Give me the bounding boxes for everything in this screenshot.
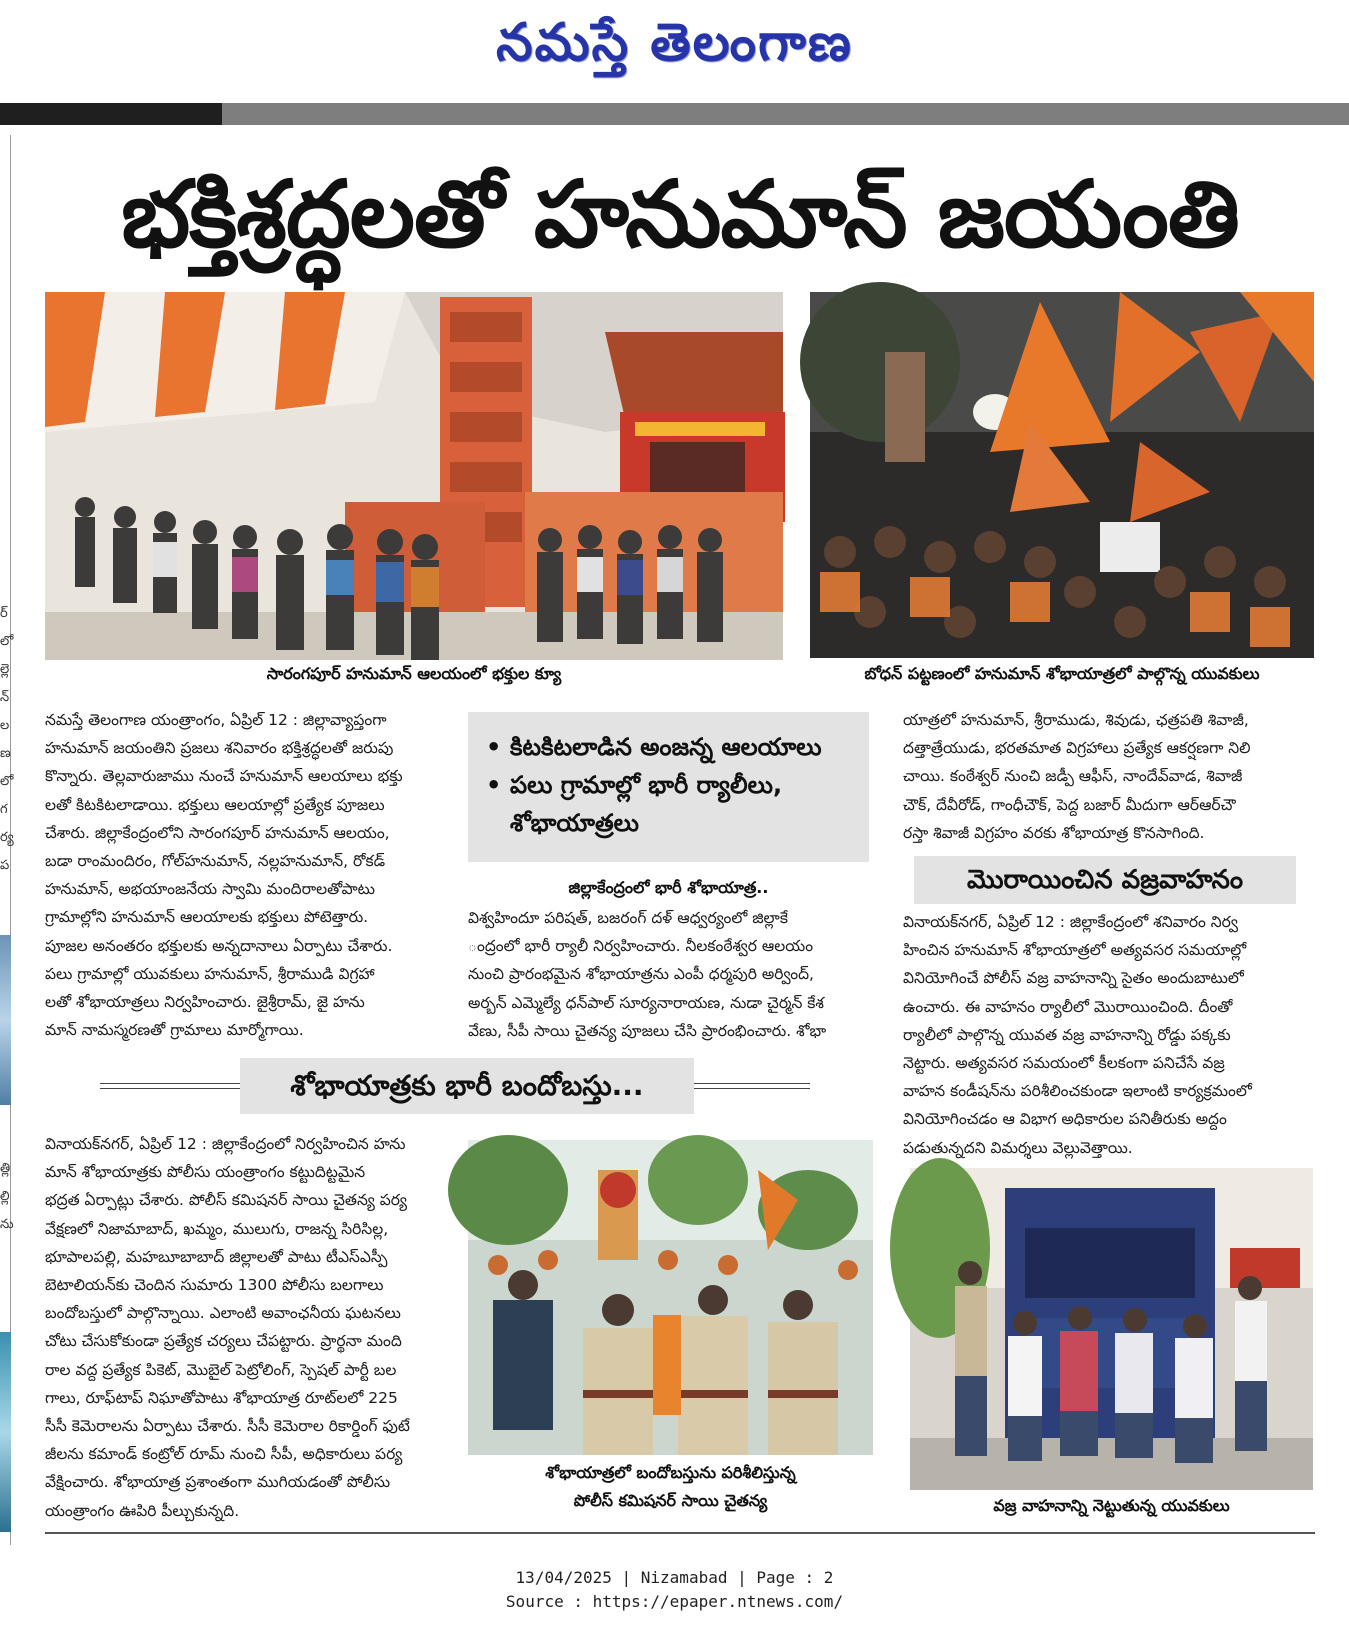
city-rally-text-line: వేణు, సీపీ సాయి చైతన్య పూజలు చేసి ప్రారంభించారు. శోభా: [468, 1021, 827, 1040]
city-rally-subhead: జిల్లాకేంద్రంలో భారీ శోభాయాత్ర..: [568, 878, 769, 897]
edge-text-fragment: ణ: [0, 746, 11, 761]
security-text-line: భూపాలపల్లి, మహబూబాబాద్ జిల్లాలతో పాటు టీఎస్‌ఎస్పీ: [45, 1247, 388, 1266]
city-rally-text: [468, 904, 878, 1045]
security-text-line: వినాయక్‌నగర్, ఏప్రిల్ 12 : జిల్లాకేంద్రంలో నిర్వహించిన హను: [45, 1135, 406, 1153]
masthead-rule-dark: [0, 103, 222, 125]
highlight-text: కిటకిటలాడిన అంజన్న ఆలయాలు: [510, 733, 822, 761]
security-article-text: [45, 1130, 455, 1525]
intro-text-line: బడా రాంమందిరం, గోల్‌హనుమాన్, నల్లహనుమాన్, రోకడ్: [45, 852, 386, 871]
rally-continuation-line: దత్తాత్రేయుడు, భరతమాత విగ్రహాలు ప్రత్యేక ఆకర్షణగా నిలి: [903, 739, 1251, 758]
city-rally-text-line: విశ్వహిందూ పరిషత్, బజరంగ్ దళ్ ఆధ్వర్యంలో జిల్లాకే: [468, 909, 788, 927]
police-commissioner-caption-line1: శోభాయాత్రలో బందోబస్తును పరిశీలిస్తున్న: [545, 1463, 796, 1482]
highlight-text: శోభాయాత్రలు: [510, 809, 639, 837]
left-edge-photo-2: [0, 1332, 11, 1532]
intro-text-line: పలు గ్రామాల్లో యువకులు హనుమాన్, శ్రీరాముడి విగ్రహా: [45, 964, 375, 983]
vajra-vehicle-text: [903, 908, 1313, 1162]
intro-text-line: గ్రామాల్లోని హనుమాన్ ఆలయాలకు భక్తులు పోటెత్తారు.: [45, 908, 369, 927]
rally-continuation-text: [903, 706, 1313, 847]
footer-source: Source : https://epaper.ntnews.com/: [505, 1592, 844, 1611]
highlight-item: [486, 728, 855, 766]
police-commissioner-caption-line2: పోలీస్ కమిషనర్ సాయి చైతన్య: [573, 1491, 768, 1510]
security-text-line: భద్రత ఏర్పాట్లు చేశారు. పోలీస్ కమిషనర్ సాయి చైతన్య పర్య: [45, 1191, 408, 1210]
security-text-line: వేక్షించారు. శోభాయాత్ర ప్రశాంతంగా ముగియడంతో పోలీసు: [45, 1473, 391, 1492]
vajra-vehicle-caption: వజ్ర వాహనాన్ని నెట్టుతున్న యువకులు: [993, 1496, 1230, 1515]
security-text-line: జీలను కమాండ్ కంట్రోల్ రూమ్ నుంచి సీపీ, అధికారులు పర్య: [45, 1445, 403, 1464]
edge-text-fragment: న్: [0, 690, 10, 705]
edge-text-fragment: ర్: [0, 606, 8, 621]
security-text-line: బందోబస్తులో పాల్గొన్నాయి. ఎలాంటి అవాంఛనీయ ఘటనలు: [45, 1304, 401, 1323]
edge-text: [0, 600, 12, 880]
temple-queue-photo: [45, 292, 783, 660]
night-rally-photo: [810, 292, 1314, 658]
intro-text-line: నమస్తే తెలంగాణ యంత్రాంగం, ఏప్రిల్ 12 : జిల్లావ్యాప్తంగా: [45, 711, 387, 729]
city-rally-text-line: అర్బన్ ఎమ్మెల్యే ధన్‌పాల్ సూర్యనారాయణ, నుడా చైర్మన్ కేశ: [468, 993, 824, 1012]
left-edge-photo: [0, 935, 11, 1105]
security-subhead-text: శోభాయాత్రకు భారీ బందోబస్తు...: [290, 1069, 644, 1102]
edge-text-fragment: ప: [0, 858, 10, 873]
security-text-line: సీసీ కెమెరాలను ఏర్పాటు చేశారు. సీసీ కెమెరాల రికార్డింగ్ ఫుటే: [45, 1417, 410, 1436]
vajra-vehicle-subhead-text: మొరాయించిన వజ్రవాహనం: [966, 865, 1244, 895]
rally-continuation-line: రస్తా శివాజీ విగ్రహం వరకు శోభాయాత్ర కొనసాగింది.: [903, 823, 1205, 842]
city-rally-text-line: ంద్రంలో భారీ ర్యాలీ నిర్వహించారు. నీలకంఠేశ్వర ఆలయం: [468, 937, 814, 956]
footer-date-edition: 13/04/2025 | Nizamabad | Page : 2: [515, 1568, 834, 1587]
security-text-line: వేక్షణలో నిజామాబాద్, ఖమ్మం, ములుగు, రాజన్న సిరిసిల్ల,: [45, 1219, 389, 1238]
intro-text-line: లతో శోభాయాత్రలు నిర్వహించారు. జైశ్రీరామ్, జై హను: [45, 993, 365, 1012]
page-bottom-rule: [45, 1532, 1315, 1534]
masthead-rule-gray: [222, 103, 1349, 125]
edge-text-fragment: త్లి: [0, 1161, 11, 1176]
intro-text-line: మాన్ నామస్మరణతో గ్రామాలు మార్మోగాయి.: [45, 1021, 304, 1040]
edge-text-fragment: ను: [0, 1217, 14, 1232]
edge-text-fragment: ర్య: [0, 830, 14, 845]
security-text-line: మాన్ శోభాయాత్రకు పోలీసు యంత్రాంగం కట్టుదిట్టమైన: [45, 1163, 366, 1182]
vajra-vehicle-text-line: వినాయక్‌నగర్, ఏప్రిల్ 12 : జిల్లాకేంద్రంలో శనివారం నిర్వ: [903, 913, 1238, 931]
security-subhead-rule-left: [100, 1083, 240, 1089]
rally-continuation-line: చౌక్, దేవీరోడ్, గాంధీచౌక్, పెద్ద బజార్ మీదుగా ఆర్‌ఆర్‌చౌ: [903, 795, 1236, 814]
security-text-line: రాల వద్ద ప్రత్యేక పికెట్, మొబైల్ పెట్రోలింగ్, స్పెషల్ పార్టీ బల: [45, 1360, 397, 1379]
security-subhead-rule-right: [694, 1083, 810, 1089]
intro-text-line: హనుమాన్, అభయాంజనేయ స్వామి మందిరాలతోపాటు: [45, 880, 375, 899]
edge-text-fragment: ల్లి: [0, 1189, 10, 1204]
police-commissioner-photo: [468, 1140, 873, 1455]
bullet-icon: •: [486, 771, 502, 799]
edge-text-fragment: ల్లె: [0, 662, 10, 677]
vajra-vehicle-text-line: ర్యాలీలో పాల్గొన్న యువత వజ్ర వాహనాన్ని రోడ్డు పక్కకు: [903, 1025, 1231, 1044]
edge-text-fragment: ల: [0, 718, 10, 733]
edge-text: [0, 1155, 12, 1239]
vajra-vehicle-text-line: వాహన కండీషన్‌ను పరిశీలించకుండా ఇలాంటి కార్యక్రమంలో: [903, 1082, 1252, 1101]
night-rally-caption: బోధన్ పట్టణంలో హనుమాన్ శోభాయాత్రలో పాల్గొన్న యువకులు: [864, 664, 1260, 683]
masthead-logo: నమస్తే తెలంగాణ: [496, 12, 853, 73]
edge-text-fragment: గ: [0, 802, 8, 817]
vajra-vehicle-text-line: పడుతున్నదని విమర్శలు వెల్లువెత్తాయి.: [903, 1138, 1133, 1157]
vajra-vehicle-text-line: వినియోగించే పోలీస్ వజ్ర వాహనాన్ని సైతం అందుబాటులో: [903, 969, 1244, 988]
security-text-line: చోటు చేసుకోకుండా ప్రత్యేక చర్యలు చేపట్టారు. ప్రార్థనా మంది: [45, 1332, 402, 1351]
security-text-line: యంత్రాంగం ఊపిరి పీల్చుకున్నది.: [45, 1501, 240, 1520]
edge-text-fragment: లో: [0, 774, 14, 789]
vajra-vehicle-text-line: నెట్టారు. అత్యవసర సమయంలో కీలకంగా పనిచేసే వజ్ర: [903, 1054, 1225, 1073]
city-rally-text-line: నుంచి ప్రారంభమైన శోభాయాత్రను ఎంపీ ధర్మపురి అర్వింద్,: [468, 965, 814, 984]
highlight-item-continued: [486, 804, 855, 842]
highlight-item: [486, 766, 855, 804]
edge-text-fragment: లో: [0, 634, 14, 649]
intro-text-line: కొన్నారు. తెల్లవారుజాము నుంచే హనుమాన్ ఆలయాలు భక్తు: [45, 767, 403, 786]
vajra-vehicle-text-line: ఉంచారు. ఈ వాహనం ర్యాలీలో మొరాయించింది. దీంతో: [903, 997, 1233, 1016]
intro-text-line: చేశారు. జిల్లాకేంద్రంలోని సారంగపూర్ హనుమాన్ ఆలయం,: [45, 823, 390, 842]
vajra-vehicle-photo: [910, 1168, 1313, 1490]
security-text-line: గాలు, రూఫ్‌టాప్ నిఘాతోపాటు శోభాయాత్ర రూట్‌లలో 225: [45, 1388, 398, 1407]
intro-article-text: [45, 706, 450, 1044]
vajra-vehicle-text-line: హించిన హనుమాన్ శోభాయాత్రలో అత్యవసర సమయాల్లో: [903, 941, 1247, 960]
temple-queue-caption: సారంగపూర్ హనుమాన్ ఆలయంలో భక్తుల క్యూ: [266, 664, 562, 683]
headline: భక్తిశ్రద్ధలతో హనుమాన్ జయంతి: [121, 161, 1239, 268]
bullet-icon: •: [486, 733, 502, 761]
rally-continuation-line: యాత్రలో హనుమాన్, శ్రీరాముడు, శివుడు, ఛత్రపతి శివాజీ,: [903, 711, 1249, 729]
security-text-line: బెటాలియన్‌కు చెందిన సుమారు 1300 పోలీసు బలగాలు: [45, 1276, 384, 1295]
left-edge-strip-2: [0, 1155, 12, 1255]
intro-text-line: పూజల అనంతరం భక్తులకు అన్నదానాలు ఏర్పాటు చేశారు.: [45, 936, 393, 955]
intro-text-line: హనుమాన్ జయంతిని ప్రజలు శనివారం భక్తిశ్రద్ధలతో జరుపు: [45, 739, 394, 758]
left-edge-strip: [0, 600, 14, 873]
highlight-text: పలు గ్రామాల్లో భారీ ర్యాలీలు,: [510, 771, 783, 799]
intro-text-line: లతో కిటకిటలాడాయి. భక్తులు ఆలయాల్లో ప్రత్యేక పూజలు: [45, 795, 385, 814]
vajra-vehicle-subhead: [914, 856, 1296, 904]
security-subhead: [240, 1058, 694, 1114]
rally-continuation-line: చాయి. కంఠేశ్వర్ నుంచి జడ్పీ ఆఫీస్, నాందేవ్‌వాడ, శివాజీ: [903, 767, 1243, 786]
vajra-vehicle-text-line: వినియోగించడం ఆ విభాగ అధికారుల పనితీరుకు అద్దం: [903, 1110, 1227, 1129]
highlights-box: [468, 712, 869, 862]
